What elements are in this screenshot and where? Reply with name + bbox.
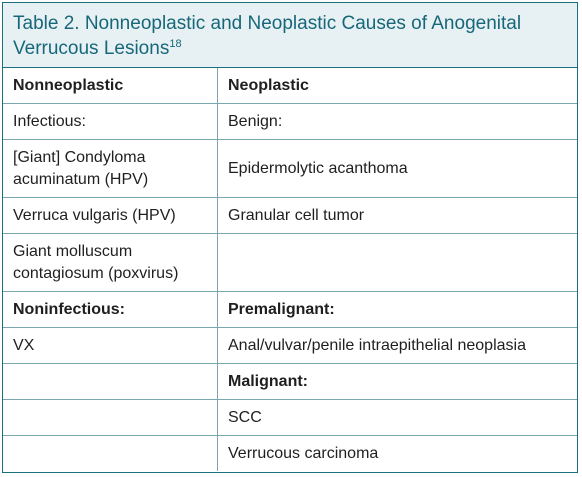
cell-right: Benign:	[218, 104, 577, 140]
cell-right: Verrucous carcinoma	[228, 444, 379, 462]
table-container	[2, 2, 578, 473]
cell-left	[3, 400, 218, 436]
cell-right: Epidermolytic acanthoma	[218, 140, 577, 198]
table-title-reference: 18	[169, 38, 182, 50]
table-title	[3, 3, 577, 68]
cell-left: Giant molluscum contagiosum (poxvirus)	[3, 234, 218, 292]
header-neoplastic: Neoplastic	[218, 68, 577, 104]
cell-left: Verruca vulgaris (HPV)	[3, 198, 218, 234]
table-title-text: Table 2. Nonneoplastic and Neoplastic Causes of Anogenital Verrucous Lesions	[13, 13, 522, 59]
table-grid	[3, 68, 577, 471]
cell-right: Granular cell tumor	[218, 198, 577, 234]
cell-right: Malignant:	[218, 364, 577, 400]
cell-left: Infectious:	[3, 104, 218, 140]
cell-left	[3, 436, 218, 471]
cell-left: VX	[3, 328, 218, 364]
cell-left: Noninfectious:	[3, 292, 218, 328]
header-nonneoplastic: Nonneoplastic	[3, 68, 218, 104]
cell-right: Premalignant:	[218, 292, 577, 328]
cell-left	[3, 364, 218, 400]
cell-right: Anal/vulvar/penile intraepithelial neoplasia	[218, 328, 577, 364]
cell-right	[218, 234, 577, 292]
cell-right: SCC	[218, 400, 577, 436]
cell-left: [Giant] Condyloma acuminatum (HPV)	[3, 140, 218, 198]
